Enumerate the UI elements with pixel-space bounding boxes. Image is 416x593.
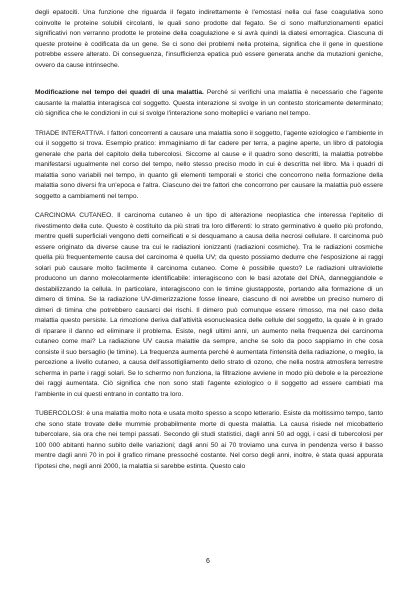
- paragraph-text: CARCINOMA CUTANEO. Il carcinoma cutaneo è un tipo di alterazione neoplastica che interessa l'epitelio di rivestimento della cute. Questo è costituito da più strati tra loro differenti: lo strato germinativo è quello più profondo, mentre quelli superficiali vengono detti corneificati e si desquamano a causa della necrosi cellulare. Il carcinoma può essere originato da diverse cause tra cui le radiazioni ionizzanti (radiazioni cosmiche). Tra le radiazioni cosmiche quella più frequentemente causa del carcinoma è quella UV; da questo possiamo dedurre che l'esposizione ai raggi solari può causare molto facilmente il carcinoma cutaneo. Come è possibile questo? Le radiazioni ultraviolette producono un danno molecolarmente identificabile: interagiscono con le basi azotate del DNA, danneggiandole e destabilizzando la cellula. In particolare, interagiscono con le timine giustapposte, portando alla formazione di un dimero di timina. Se la radiazione UV-dimerizzazione fosse lineare, ciascuno di noi avrebbe un preciso numero di dimeri di timina che potrebbero causarci dei rischi. Il dimero può comunque essere rimosso, ma nel caso della malattia questo persiste. La rimozione deriva dall'attività esonucleasica delle cellule del soggetto, la quale è in grado di riparare il danno ed eliminare il problema. Esiste, negli ultimi anni, un aumento nella frequenza dei carcinoma cutaneo come mai? La radiazione UV causa malattie da sempre, anche se solo da poco sappiamo in che cosa consiste il suo bersaglio (le timine). La frequenza aumenta perché è aumentata l'intensità della radiazione, o meglio, la percezione a livello cutaneo, a causa dell'assottigliamento dello strato di ozono, che nella nostra atmosfera terrestre scherma in parte i raggi solari. Se lo schermo non funziona, la filtrazione avviene in modo più debole e la percezione dei raggi aumentata. Ciò significa che non sono stati l'agente eziologico o il soggetto ad essere cambiati ma l'ambiente in cui questi entrano in contatto tra loro.: [35, 212, 383, 398]
- paragraph-skin-carcinoma: [35, 211, 383, 400]
- document-page: [35, 8, 383, 472]
- paragraph-text: degli epatociti. Una funzione che riguarda il fegato indirettamente è l'emostasi nella cui fase coagulativa sono coinvolte le proteine solubili circolanti, le quali sono prodotte dal fegato. Se ci sono malfunzionamenti epatici significativi non verranno prodotte le proteine della coagulazione e si avrà quindi la diatesi emorragica. Ciascuna di queste proteine è codificata da un gene. Se ci sono dei problemi nella proteina, significa che il gene in questione potrebbe essere alterato. Di conseguenza, l'insufficienza epatica può essere generata anche da mutazioni geniche, ovvero da cause intrinseche.: [35, 9, 383, 69]
- paragraph-heading: Modificazione nel tempo dei quadri di una malattia.: [35, 89, 204, 96]
- paragraph-text: TUBERCOLOSI: è una malattia molto nota e usata molto spesso a scopo letterario. Esiste da moltissimo tempo, tanto che sono state trovate delle mummie probabilmente morte di questa malattia. La causa risiede nel micobatterio tubercolare, sia ora che nei tempi passati. Secondo gli studi statistici, dagli anni 50 ad oggi, i casi di tubercolosi per 100 000 abitanti hanno subito delle variazioni; dagli anni 50 ai 70 troviamo una curva in pendenza verso il basso mentre dagli anni 70 in poi il grafico rimane pressoché costante. Nel corso degli anni, inoltre, è stata quasi appurata l'ipotesi che, negli anni 2000, la malattia si sarebbe estinta. Questo calo: [35, 410, 383, 470]
- paragraph-text: Perché si verifichi una malattia è necessario che l'agente causante la malattia interagisca col soggetto. Questa interazione si svolge in un contesto storicamente determinato; ciò significa che le condizioni in cui si svolge l'interazione sono molteplici e variano nel tempo.: [35, 89, 383, 117]
- page-number: 6: [206, 558, 210, 565]
- paragraph-disease-modification: [35, 88, 383, 120]
- paragraph-interactive-triad: [35, 129, 383, 203]
- paragraph-text: TRIADE INTERATTIVA. I fattori concorrenti a causare una malattia sono il soggetto, l'agente eziologico e l'ambiente in cui il soggetto si trova. Esempio pratico: immaginiamo di far cadere per terra, a pagine aperte, un libro di patologia generale che parla del capitolo della tubercolosi. Siccome al cause e il quadro sono descritti, la malattia potrebbe manifestarsi ugualmente nel corso del tempo, nello stesso preciso modo in cui è descritta nel libro. Ma i quadri di malattia sono variabili nel tempo, in quanto gli elementi temporali e storici che concorrono nella formazione della malattia sono diversi fra un'epoca e l'altra. Ciascuno dei tre fattori che concorrono per causare la malattia può essere soggetto a cambiamenti nel tempo.: [35, 129, 383, 200]
- paragraph-tuberculosis: [35, 409, 383, 472]
- paragraph-liver-hemostasis: [35, 8, 383, 71]
